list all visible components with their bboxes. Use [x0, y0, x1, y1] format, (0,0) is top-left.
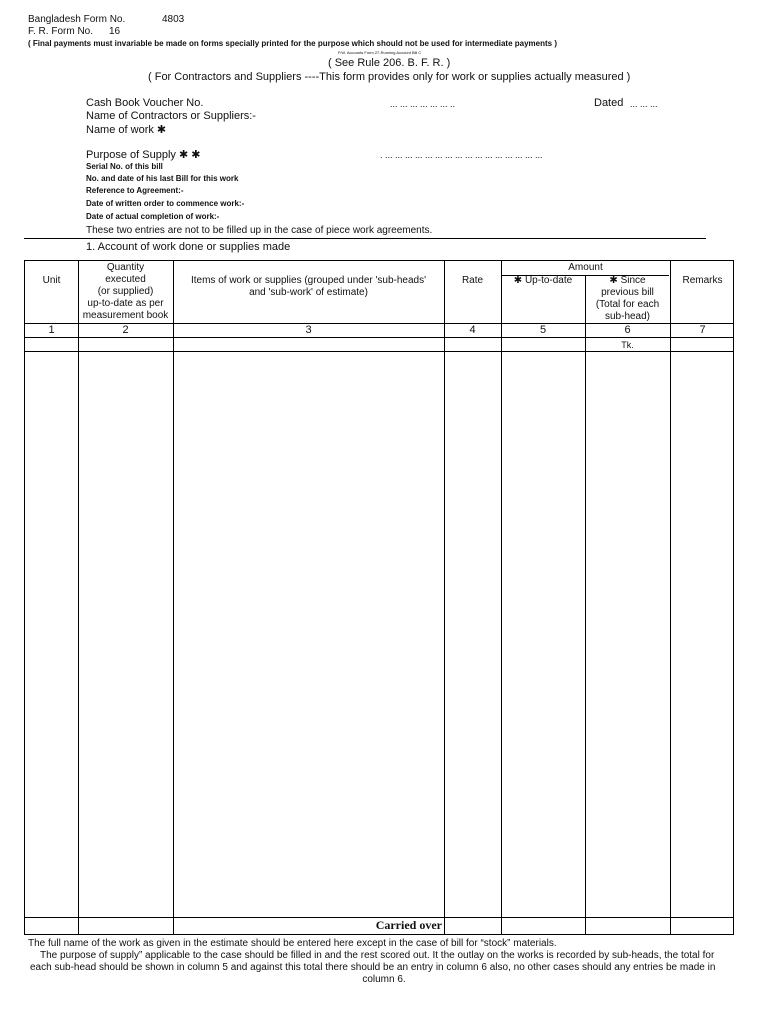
work-label: Name of work ✱: [86, 124, 167, 136]
amount-header: Amount: [568, 262, 603, 273]
footnote-1: The full name of the work as given in the estimate should be entered here except in the case of bill for “stock” materials.: [28, 938, 557, 949]
rule-reference: ( See Rule 206. B. F. R. ): [328, 57, 451, 69]
agreement-label: Reference to Agreement:-: [86, 186, 184, 195]
dated-dots: ... ... ...: [630, 99, 658, 109]
form-number: 4803: [162, 14, 185, 25]
col-number: 5: [539, 324, 547, 336]
dated-label: Dated: [594, 97, 624, 109]
purpose-dots: . ... ... ... ... ... ... ... ... ... ... ... ... ... ... ... ...: [380, 150, 543, 160]
col-remarks: Remarks: [682, 275, 723, 286]
tiny-note: P.W. Accounts Form 27-Running Account Bill C: [338, 50, 422, 55]
footnote-4: column 6.: [362, 974, 406, 985]
form-subtitle: ( For Contractors and Suppliers ----This form provides only for work or supplies actually measured ): [148, 71, 631, 83]
col-number: 4: [469, 324, 476, 336]
voucher-dots: ... ... ... ... ... ... ..: [390, 99, 456, 109]
fr-form-label: F. R. Form No.: [28, 26, 94, 37]
completion-label: Date of actual completion of work:-: [86, 212, 220, 221]
form-label: Bangladesh Form No.: [28, 14, 126, 25]
footnote-2: The purpose of supply” applicable to the case should be filled in and the rest scored out. It the outlay on the works is recorded by sub-heads, the total for: [40, 950, 715, 961]
col-number: 3: [305, 324, 312, 336]
fr-form-number: 16: [109, 26, 121, 37]
col-uptodate: ✱ Up-to-date: [513, 275, 573, 286]
contractor-label: Name of Contractors or Suppliers:-: [86, 110, 256, 122]
col-number: 2: [122, 324, 129, 336]
col-number: 7: [699, 324, 706, 336]
currency-tk: Tk.: [621, 340, 634, 350]
entries-note: These two entries are not to be filled up in the case of piece work agreements.: [86, 225, 433, 236]
serial-label: Serial No. of this bill: [86, 162, 163, 171]
carried-over-label: Carried over: [375, 918, 442, 932]
last-bill-label: No. and date of his last Bill for this work: [86, 174, 239, 183]
written-order-label: Date of written order to commence work:-: [86, 199, 245, 208]
col-since-previous: ✱ Since previous bill (Total for each sub-head): [595, 275, 660, 322]
account-table: [24, 260, 734, 935]
footnote-3: each sub-head should be shown in column 5 and against this total there should be an entry in column 6 also, no other cases should any entries be made in: [30, 962, 716, 973]
section-title: 1. Account of work done or supplies made: [86, 241, 291, 253]
col-number: 1: [48, 324, 55, 336]
purpose-label: Purpose of Supply ✱ ✱: [86, 149, 201, 161]
divider-line: [24, 238, 706, 239]
final-payment-note: ( Final payments must invariable be made on forms specially printed for the purpose which should not be used for intermediate payments ): [28, 39, 557, 48]
col-rate: Rate: [461, 275, 484, 286]
col-items: Items of work or supplies (grouped under 'sub-heads' and 'sub-work' of estimate): [190, 275, 427, 298]
col-unit: Unit: [42, 275, 61, 286]
col-quantity: Quantity executed (or supplied) up-to-date as per measurement book: [82, 262, 169, 321]
voucher-label: Cash Book Voucher No.: [86, 97, 204, 109]
col-number: 6: [624, 324, 631, 336]
